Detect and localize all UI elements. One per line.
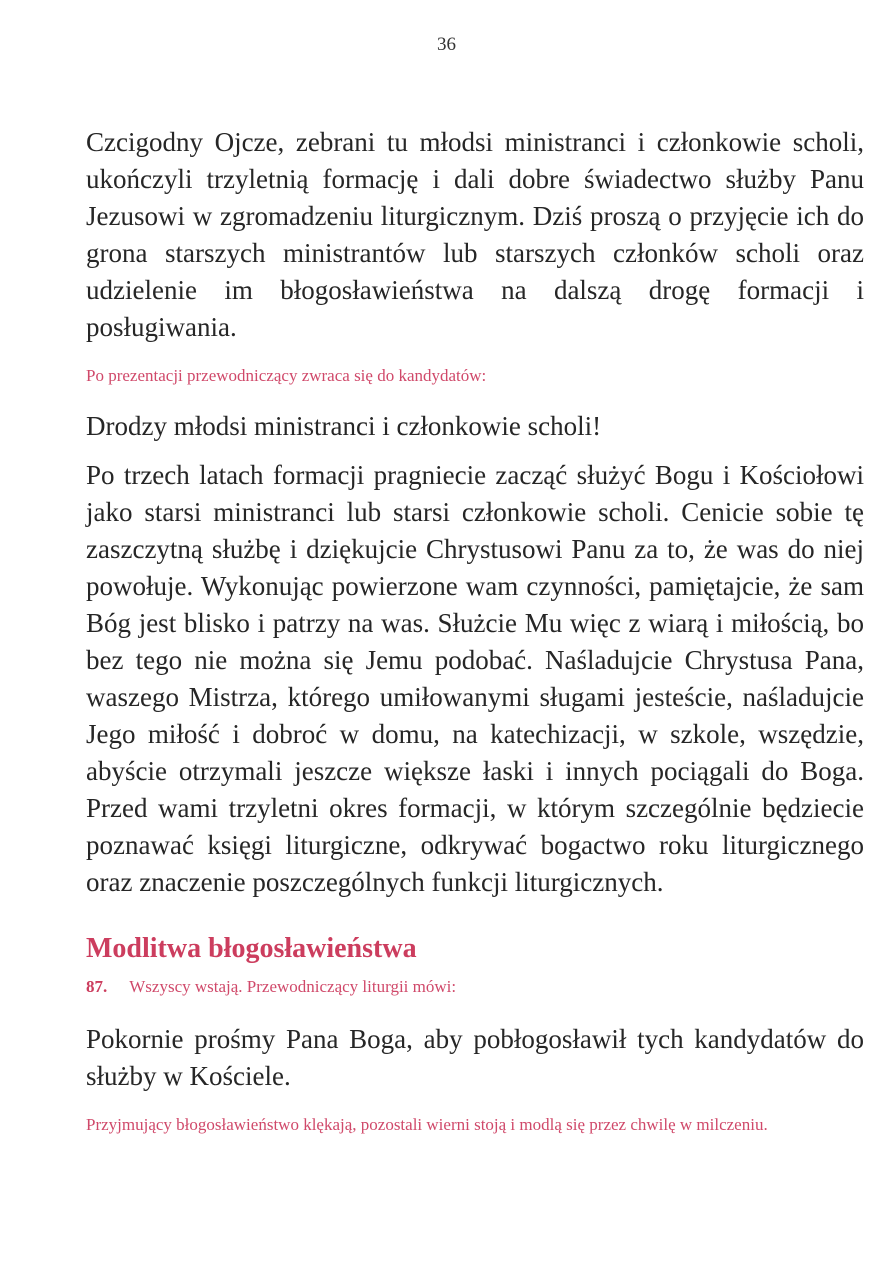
page-content	[86, 124, 864, 1137]
rubric-stand	[86, 975, 864, 999]
page-number: 36	[437, 34, 456, 55]
intro-paragraph: Czcigodny Ojcze, zebrani tu młodsi ministranci i członkowie scholi, ukończyli trzyletnią formację i dali dobre świadectwo służby Panu Jezusowi w zgromadzeniu liturgicznym. Dziś proszą o przyjęcie ich do grona starszych ministrantów lub starszych członków scholi oraz udzielenie im błogosławieństwa na dalszą drogę formacji i posługiwania.	[86, 127, 864, 342]
rubric-number: 87.	[86, 977, 108, 996]
rubric-presentation: Po prezentacji przewodniczący zwraca się do kandydatów:	[86, 366, 487, 385]
section-heading: Modlitwa błogosławieństwa	[86, 933, 417, 964]
invitation-paragraph: Pokornie prośmy Pana Boga, aby pobłogosławił tych kandydatów do służby w Kościele.	[86, 1024, 864, 1091]
address-line: Drodzy młodsi ministranci i członkowie scholi!	[86, 411, 602, 441]
rubric-kneel: Przyjmujący błogosławieństwo klękają, pozostali wierni stoją i modlą się przez chwilę w milczeniu.	[86, 1115, 768, 1134]
exhortation-paragraph: Po trzech latach formacji pragniecie zacząć służyć Bogu i Kościołowi jako starsi ministranci lub starsi członkowie scholi. Cenicie sobie tę zaszczytną służbę i dziękujcie Chrystusowi Panu za to, że was do niej powołuje. Wykonując powierzone wam czynności, pamiętajcie, że sam Bóg jest blisko i patrzy na was. Służcie Mu więc z wiarą i miłością, bo bez tego nie można się Jemu podobać. Naśladujcie Chrystusa Pana, waszego Mistrza, którego umiłowanymi sługami jesteście, naśladujcie Jego miłość i dobroć w domu, na katechizacji, w szkole, wszędzie, abyście otrzymali jeszcze większe łaski i innych pociągali do Boga. Przed wami trzyletni okres formacji, w którym szczególnie będziecie poznawać księgi liturgiczne, odkrywać bogactwo roku liturgicznego oraz znaczenie poszczególnych funkcji liturgicznych.	[86, 460, 864, 897]
rubric-stand-text: Wszyscy wstają. Przewodniczący liturgii mówi:	[129, 977, 457, 996]
